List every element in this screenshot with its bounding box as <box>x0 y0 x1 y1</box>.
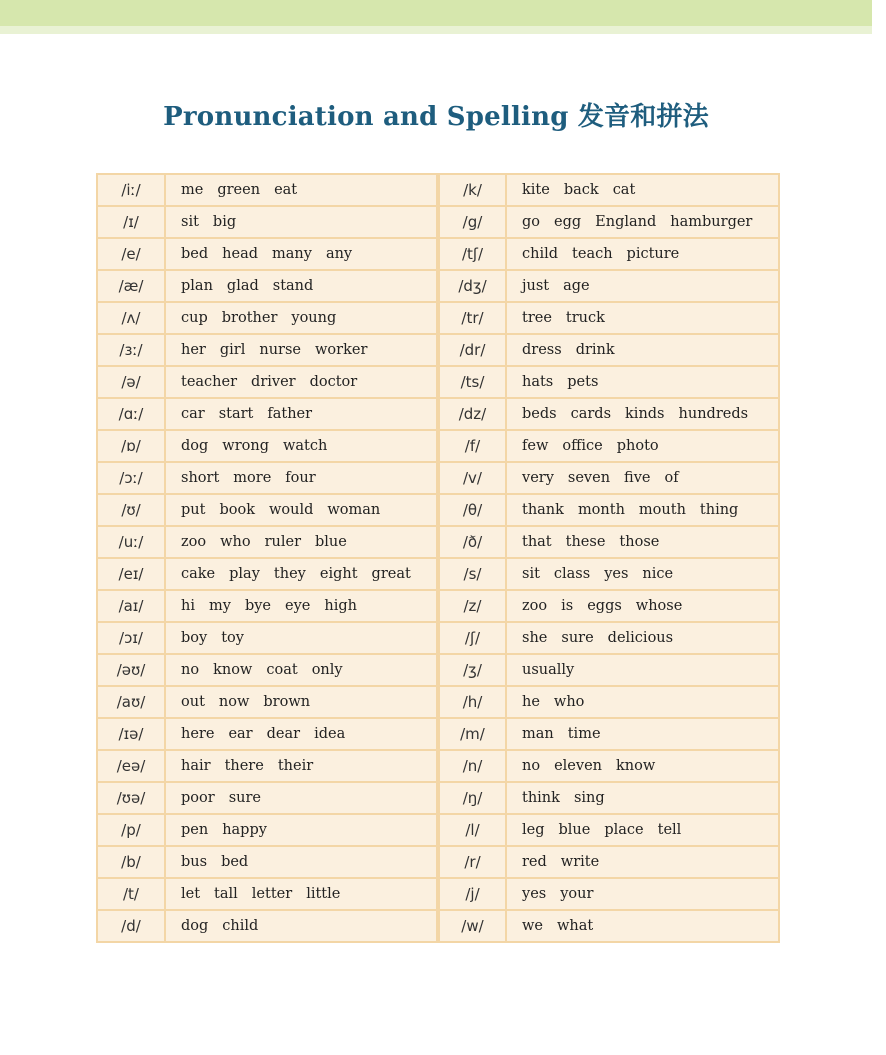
table-row <box>97 654 779 686</box>
example-word: delicious <box>607 630 674 646</box>
example-word: there <box>224 758 264 774</box>
right-words-cell <box>506 526 779 558</box>
vowel-symbol-cell: /t/ <box>97 878 165 910</box>
right-words-cell <box>506 686 779 718</box>
example-word: green <box>217 182 261 198</box>
example-word: toy <box>221 630 244 646</box>
example-word: brother <box>221 310 278 326</box>
example-word: out <box>181 694 205 710</box>
consonant-symbol-cell: /s/ <box>438 558 506 590</box>
table-row <box>97 878 779 910</box>
example-word: drink <box>575 342 615 358</box>
consonant-symbol-cell: /dʒ/ <box>438 270 506 302</box>
consonant-symbol-cell: /r/ <box>438 846 506 878</box>
table-row <box>97 334 779 366</box>
consonant-symbol-cell: /dr/ <box>438 334 506 366</box>
left-words-cell <box>165 206 438 238</box>
right-words-cell <box>506 910 779 942</box>
table-row <box>97 462 779 494</box>
table-row <box>97 302 779 334</box>
right-words-cell <box>506 206 779 238</box>
consonant-symbol-cell: /w/ <box>438 910 506 942</box>
left-words-cell <box>165 494 438 526</box>
example-word: young <box>291 310 337 326</box>
example-word: sure <box>561 630 594 646</box>
example-word: put <box>181 502 206 518</box>
table-row <box>97 238 779 270</box>
example-word: more <box>233 470 272 486</box>
example-word: kite <box>522 182 550 198</box>
example-word: cup <box>181 310 208 326</box>
example-word: many <box>272 246 312 262</box>
example-word: pen <box>181 822 209 838</box>
example-word: watch <box>283 438 328 454</box>
example-word: father <box>267 406 313 422</box>
consonant-symbol-cell: /ʃ/ <box>438 622 506 654</box>
example-word: child <box>222 918 259 934</box>
left-words-cell <box>165 686 438 718</box>
example-word: only <box>311 662 343 678</box>
table-row <box>97 430 779 462</box>
example-word: sit <box>181 214 199 230</box>
example-word: she <box>522 630 548 646</box>
example-word: bed <box>181 246 209 262</box>
right-words-cell <box>506 750 779 782</box>
vowel-symbol-cell: /aʊ/ <box>97 686 165 718</box>
right-words-cell <box>506 590 779 622</box>
example-word: hats <box>522 374 554 390</box>
left-words-cell <box>165 270 438 302</box>
left-words-cell <box>165 750 438 782</box>
example-word: worker <box>315 342 368 358</box>
consonant-symbol-cell: /h/ <box>438 686 506 718</box>
left-words-cell <box>165 238 438 270</box>
example-word: place <box>604 822 644 838</box>
consonant-symbol-cell: /ts/ <box>438 366 506 398</box>
left-words-cell <box>165 398 438 430</box>
example-word: little <box>306 886 341 902</box>
vowel-symbol-cell: /aɪ/ <box>97 590 165 622</box>
example-word: cards <box>570 406 612 422</box>
left-words-cell <box>165 366 438 398</box>
example-word: start <box>218 406 254 422</box>
example-word: who <box>220 534 251 550</box>
table-row <box>97 814 779 846</box>
example-word: dear <box>266 726 301 742</box>
example-word: wrong <box>222 438 269 454</box>
example-word: your <box>560 886 594 902</box>
table-row <box>97 366 779 398</box>
example-word: any <box>325 246 353 262</box>
left-words-cell <box>165 622 438 654</box>
consonant-symbol-cell: /tʃ/ <box>438 238 506 270</box>
vowel-symbol-cell: /ʊə/ <box>97 782 165 814</box>
vowel-symbol-cell: /ɜː/ <box>97 334 165 366</box>
example-word: eleven <box>554 758 602 774</box>
example-word: eye <box>285 598 311 614</box>
example-word: know <box>213 662 253 678</box>
consonant-symbol-cell: /l/ <box>438 814 506 846</box>
header-band-edge <box>0 26 872 34</box>
vowel-symbol-cell: /æ/ <box>97 270 165 302</box>
example-word: truck <box>565 310 605 326</box>
table-row <box>97 750 779 782</box>
left-words-cell <box>165 462 438 494</box>
example-word: ruler <box>264 534 302 550</box>
right-words-cell <box>506 398 779 430</box>
left-words-cell <box>165 590 438 622</box>
example-word: ear <box>228 726 253 742</box>
consonant-symbol-cell: /tr/ <box>438 302 506 334</box>
example-word: is <box>561 598 574 614</box>
right-words-cell <box>506 238 779 270</box>
vowel-symbol-cell: /əʊ/ <box>97 654 165 686</box>
example-word: eat <box>274 182 298 198</box>
example-word: car <box>181 406 205 422</box>
example-word: glad <box>226 278 259 294</box>
example-word: doctor <box>309 374 358 390</box>
consonant-symbol-cell: /g/ <box>438 206 506 238</box>
example-word: of <box>664 470 679 486</box>
vowel-symbol-cell: /ɑː/ <box>97 398 165 430</box>
example-word: short <box>181 470 220 486</box>
vowel-symbol-cell: /ʊ/ <box>97 494 165 526</box>
example-word: child <box>522 246 559 262</box>
right-words-cell <box>506 814 779 846</box>
example-word: boy <box>181 630 208 646</box>
example-word: red <box>522 854 547 870</box>
example-word: plan <box>181 278 213 294</box>
example-word: sing <box>573 790 605 806</box>
example-word: play <box>229 566 260 582</box>
right-words-cell <box>506 718 779 750</box>
example-word: girl <box>219 342 246 358</box>
example-word: zoo <box>522 598 548 614</box>
left-words-cell <box>165 878 438 910</box>
example-word: time <box>567 726 601 742</box>
left-words-cell <box>165 814 438 846</box>
consonant-symbol-cell: /ð/ <box>438 526 506 558</box>
example-word: their <box>277 758 314 774</box>
example-word: egg <box>554 214 582 230</box>
table-row <box>97 590 779 622</box>
example-word: few <box>522 438 549 454</box>
example-word: sure <box>228 790 261 806</box>
example-word: think <box>522 790 560 806</box>
example-word: poor <box>181 790 215 806</box>
example-word: woman <box>327 502 381 518</box>
right-words-cell <box>506 494 779 526</box>
table-row <box>97 846 779 878</box>
example-word: teach <box>572 246 613 262</box>
consonant-symbol-cell: /ŋ/ <box>438 782 506 814</box>
example-word: hamburger <box>670 214 753 230</box>
right-words-cell <box>506 302 779 334</box>
example-word: let <box>181 886 201 902</box>
example-word: office <box>562 438 603 454</box>
example-word: tell <box>657 822 682 838</box>
left-words-cell <box>165 718 438 750</box>
example-word: bus <box>181 854 208 870</box>
example-word: zoo <box>181 534 207 550</box>
example-word: those <box>619 534 660 550</box>
left-words-cell <box>165 174 438 206</box>
example-word: eggs <box>587 598 622 614</box>
example-word: whose <box>635 598 683 614</box>
example-word: coat <box>266 662 298 678</box>
example-word: what <box>557 918 594 934</box>
example-word: happy <box>222 822 267 838</box>
example-word: they <box>273 566 306 582</box>
example-word: thing <box>699 502 739 518</box>
example-word: we <box>522 918 543 934</box>
example-word: high <box>324 598 357 614</box>
example-word: five <box>624 470 651 486</box>
right-words-cell <box>506 462 779 494</box>
example-word: blue <box>558 822 591 838</box>
consonant-symbol-cell: /θ/ <box>438 494 506 526</box>
example-word: month <box>577 502 625 518</box>
example-word: back <box>563 182 599 198</box>
left-words-cell <box>165 334 438 366</box>
example-word: book <box>219 502 255 518</box>
example-word: nurse <box>259 342 301 358</box>
right-words-cell <box>506 878 779 910</box>
example-word: driver <box>251 374 296 390</box>
left-words-cell <box>165 558 438 590</box>
example-word: letter <box>251 886 293 902</box>
consonant-symbol-cell: /f/ <box>438 430 506 462</box>
example-word: her <box>181 342 206 358</box>
example-word: hi <box>181 598 195 614</box>
consonant-symbol-cell: /k/ <box>438 174 506 206</box>
right-words-cell <box>506 782 779 814</box>
phonetic-table-body <box>97 174 779 942</box>
example-word: great <box>371 566 411 582</box>
vowel-symbol-cell: /ɔː/ <box>97 462 165 494</box>
example-word: dog <box>181 918 209 934</box>
table-row <box>97 782 779 814</box>
example-word: age <box>563 278 590 294</box>
table-row <box>97 526 779 558</box>
vowel-symbol-cell: /iː/ <box>97 174 165 206</box>
example-word: he <box>522 694 540 710</box>
example-word: cat <box>612 182 636 198</box>
example-word: no <box>522 758 541 774</box>
example-word: thank <box>522 502 564 518</box>
table-row <box>97 622 779 654</box>
vowel-symbol-cell: /ɔɪ/ <box>97 622 165 654</box>
vowel-symbol-cell: /uː/ <box>97 526 165 558</box>
example-word: dress <box>522 342 562 358</box>
example-word: class <box>553 566 591 582</box>
example-word: head <box>222 246 259 262</box>
example-word: beds <box>522 406 557 422</box>
example-word: pets <box>567 374 599 390</box>
vowel-symbol-cell: /d/ <box>97 910 165 942</box>
example-word: England <box>595 214 657 230</box>
table-row <box>97 398 779 430</box>
example-word: know <box>616 758 656 774</box>
table-row <box>97 206 779 238</box>
example-word: hair <box>181 758 211 774</box>
right-words-cell <box>506 430 779 462</box>
right-words-cell <box>506 846 779 878</box>
example-word: sit <box>522 566 540 582</box>
example-word: hundreds <box>678 406 749 422</box>
left-words-cell <box>165 910 438 942</box>
example-word: very <box>522 470 554 486</box>
example-word: nice <box>642 566 674 582</box>
example-word: blue <box>315 534 347 550</box>
vowel-symbol-cell: /ɪə/ <box>97 718 165 750</box>
page-title: Pronunciation and Spelling 发音和拼法 <box>163 102 709 132</box>
consonant-symbol-cell: /v/ <box>438 462 506 494</box>
vowel-symbol-cell: /eɪ/ <box>97 558 165 590</box>
left-words-cell <box>165 526 438 558</box>
example-word: that <box>522 534 552 550</box>
example-word: picture <box>626 246 680 262</box>
vowel-symbol-cell: /eə/ <box>97 750 165 782</box>
header-band <box>0 0 872 26</box>
example-word: eight <box>319 566 358 582</box>
example-word: brown <box>263 694 311 710</box>
right-words-cell <box>506 654 779 686</box>
consonant-symbol-cell: /m/ <box>438 718 506 750</box>
left-words-cell <box>165 654 438 686</box>
example-word: yes <box>604 566 629 582</box>
vowel-symbol-cell: /b/ <box>97 846 165 878</box>
example-word: now <box>218 694 250 710</box>
vowel-symbol-cell: /e/ <box>97 238 165 270</box>
left-words-cell <box>165 782 438 814</box>
example-word: my <box>208 598 231 614</box>
right-words-cell <box>506 174 779 206</box>
example-word: bye <box>244 598 271 614</box>
example-word: just <box>522 278 550 294</box>
example-word: no <box>181 662 200 678</box>
vowel-symbol-cell: /p/ <box>97 814 165 846</box>
example-word: write <box>560 854 600 870</box>
table-row <box>97 558 779 590</box>
example-word: idea <box>314 726 346 742</box>
consonant-symbol-cell: /z/ <box>438 590 506 622</box>
example-word: dog <box>181 438 209 454</box>
example-word: would <box>268 502 314 518</box>
phonetic-table <box>96 173 780 943</box>
vowel-symbol-cell: /ʌ/ <box>97 302 165 334</box>
example-word: cake <box>181 566 216 582</box>
vowel-symbol-cell: /ɪ/ <box>97 206 165 238</box>
left-words-cell <box>165 302 438 334</box>
table-row <box>97 718 779 750</box>
table-row <box>97 686 779 718</box>
example-word: these <box>565 534 606 550</box>
consonant-symbol-cell: /n/ <box>438 750 506 782</box>
example-word: photo <box>616 438 659 454</box>
example-word: yes <box>522 886 547 902</box>
table-row <box>97 174 779 206</box>
example-word: seven <box>567 470 611 486</box>
example-word: four <box>285 470 316 486</box>
example-word: usually <box>522 662 575 678</box>
example-word: go <box>522 214 541 230</box>
table-row <box>97 270 779 302</box>
consonant-symbol-cell: /dz/ <box>438 398 506 430</box>
left-words-cell <box>165 846 438 878</box>
example-word: who <box>553 694 585 710</box>
example-word: me <box>181 182 204 198</box>
table-row <box>97 910 779 942</box>
right-words-cell <box>506 334 779 366</box>
example-word: leg <box>522 822 545 838</box>
consonant-symbol-cell: /j/ <box>438 878 506 910</box>
left-words-cell <box>165 430 438 462</box>
example-word: here <box>181 726 215 742</box>
example-word: bed <box>221 854 249 870</box>
example-word: tall <box>214 886 238 902</box>
right-words-cell <box>506 366 779 398</box>
example-word: big <box>212 214 237 230</box>
example-word: man <box>522 726 554 742</box>
right-words-cell <box>506 558 779 590</box>
example-word: kinds <box>625 406 665 422</box>
vowel-symbol-cell: /ə/ <box>97 366 165 398</box>
example-word: teacher <box>181 374 238 390</box>
vowel-symbol-cell: /ɒ/ <box>97 430 165 462</box>
table-row <box>97 494 779 526</box>
right-words-cell <box>506 622 779 654</box>
right-words-cell <box>506 270 779 302</box>
example-word: mouth <box>638 502 686 518</box>
example-word: stand <box>272 278 314 294</box>
example-word: tree <box>522 310 552 326</box>
consonant-symbol-cell: /ʒ/ <box>438 654 506 686</box>
